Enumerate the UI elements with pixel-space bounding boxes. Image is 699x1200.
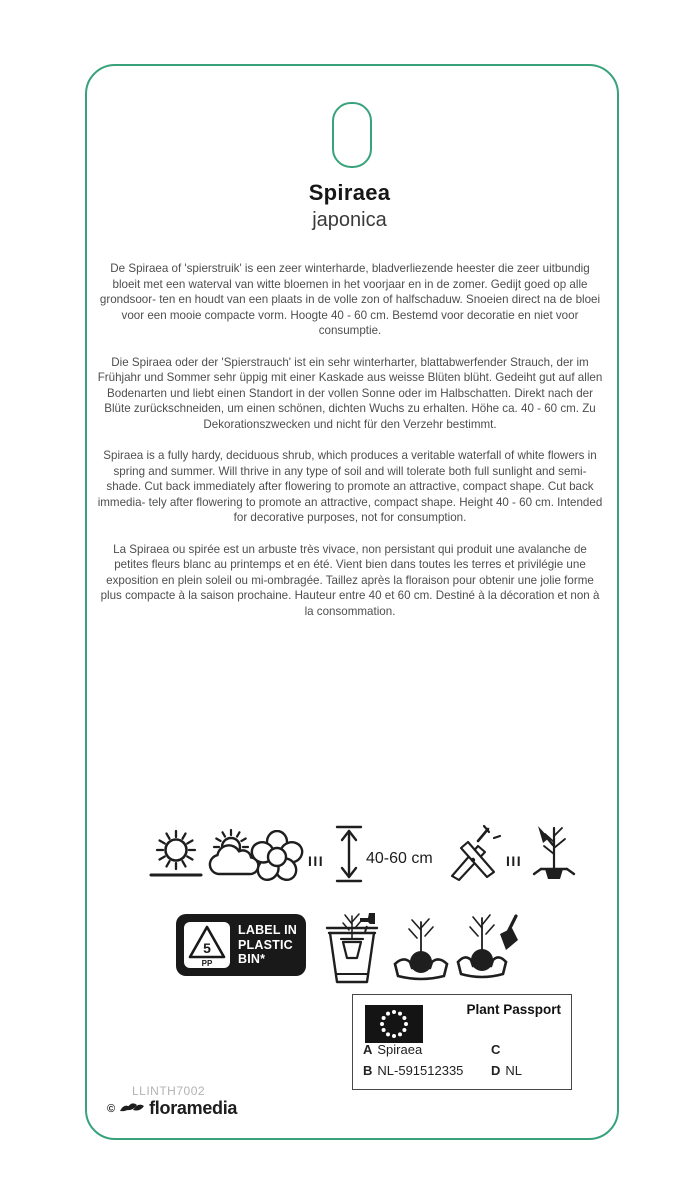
hanging-hole (332, 102, 372, 168)
copyright-symbol: © (107, 1102, 116, 1115)
passport-label-a: A (363, 1042, 373, 1057)
badge-text (238, 923, 297, 967)
flowering-months-label: III (308, 853, 325, 869)
item-code: LLINTH7002 (132, 1084, 206, 1098)
floramedia-leaf-icon (119, 1098, 145, 1119)
plant-passport-title: Plant Passport (466, 1002, 561, 1017)
floramedia-logo (107, 1098, 237, 1119)
passport-value-a: Spiraea (377, 1042, 423, 1057)
recycling-symbol (184, 922, 230, 968)
badge-line-1: LABEL IN (238, 923, 298, 937)
pruning-months-label: III (506, 853, 523, 869)
height-label: 40-60 cm (366, 850, 433, 867)
passport-label-b: B (363, 1063, 373, 1078)
page-subtitle: japonica (312, 209, 387, 231)
passport-field-c (491, 1042, 505, 1057)
soak-pot-in-bucket-icon (320, 906, 384, 991)
brand-name: floramedia (149, 1098, 238, 1118)
plant-passport-box (352, 994, 572, 1090)
recycling-badge (176, 914, 306, 976)
plant-rootball-icon (392, 912, 450, 991)
passport-value-d: NL (505, 1063, 523, 1078)
passport-label-d: D (491, 1063, 501, 1078)
description-nl: De Spiraea of 'spierstruik' is een zeer winterharde, bladverliezende heester die zeer uitbundig bloeit met een waterval van witte bloemen in het voorjaar en in de zomer. Gedijt goed op alle grondsoor- ten en houdt van een plaats in de volle zon of halfschaduw. Snoeien direct na de bloei voor een mooie compacte vorm. Hoogte 40 - 60 cm. Bestemd voor decoratie en niet voor consumptie. (99, 262, 601, 337)
description-en: Spiraea is a fully hardy, deciduous shrub, which produces a veritable waterfall of white flowers in spring and summer. Will thrive in any type of soil and will tolerate both full sunlight and semi-shade. Cut back immediately after flowering to promote an attractive, compact shape. Cut back immedia- tely after flowering to promote an attractive, compact shape. Height 40 - 60 cm. Intended for decorative purposes, not for consumption. (97, 449, 603, 524)
fill-soil-trowel-icon (456, 906, 522, 991)
badge-line-3: BIN* (238, 952, 266, 966)
height-arrow-icon (334, 824, 364, 884)
passport-field-a (363, 1042, 422, 1057)
description-de: Die Spiraea oder der 'Spierstrauch' ist ein sehr winterharter, blattabwerfender Strauch, der im Frühjahr und Sommer sehr üppig mit einer Kaskade aus weisse Blüten blüht. Gedeiht gut auf allen Bodenarten und liebt einen Standort in der vollen Sonne oder im Halbschatten. Direkt nach der Blüte zurückschneiden, um einen schönen, dichten Wuchs zu erhalten. Höhe ca. 40 - 60 cm. Zu Dekorationszwecken und nicht für den Verzehr bestimmt. (97, 355, 603, 431)
passport-field-d (491, 1063, 522, 1078)
recycle-material: PP (201, 959, 213, 968)
description-fr: La Spiraea ou spirée est un arbuste très vivace, non persistant qui produit une avalanche de petites fleurs blanc au printemps et en été. Vient bien dans toutes les terres et privilégie une exposition en plein soleil ou mi-ombragée. Taillez après la floraison pour obtenir une jolie forme plus compacte à la saison prochaine. Hauteur entre 40 et 60 cm. Destiné à la décoration et non à la consommation. (100, 542, 600, 618)
pruning-shears-icon (444, 824, 502, 882)
page-title: Spiraea (308, 180, 391, 205)
cut-back-plant-icon (532, 822, 576, 884)
title-block (0, 180, 699, 232)
passport-label-c: C (491, 1042, 501, 1057)
recycle-code: 5 (203, 940, 211, 956)
full-sun-icon (148, 826, 204, 882)
passport-field-b (363, 1063, 463, 1078)
passport-value-b: NL-591512335 (377, 1063, 464, 1078)
descriptions (97, 261, 603, 635)
flower-icon (250, 830, 304, 882)
badge-line-2: PLASTIC (238, 937, 293, 952)
